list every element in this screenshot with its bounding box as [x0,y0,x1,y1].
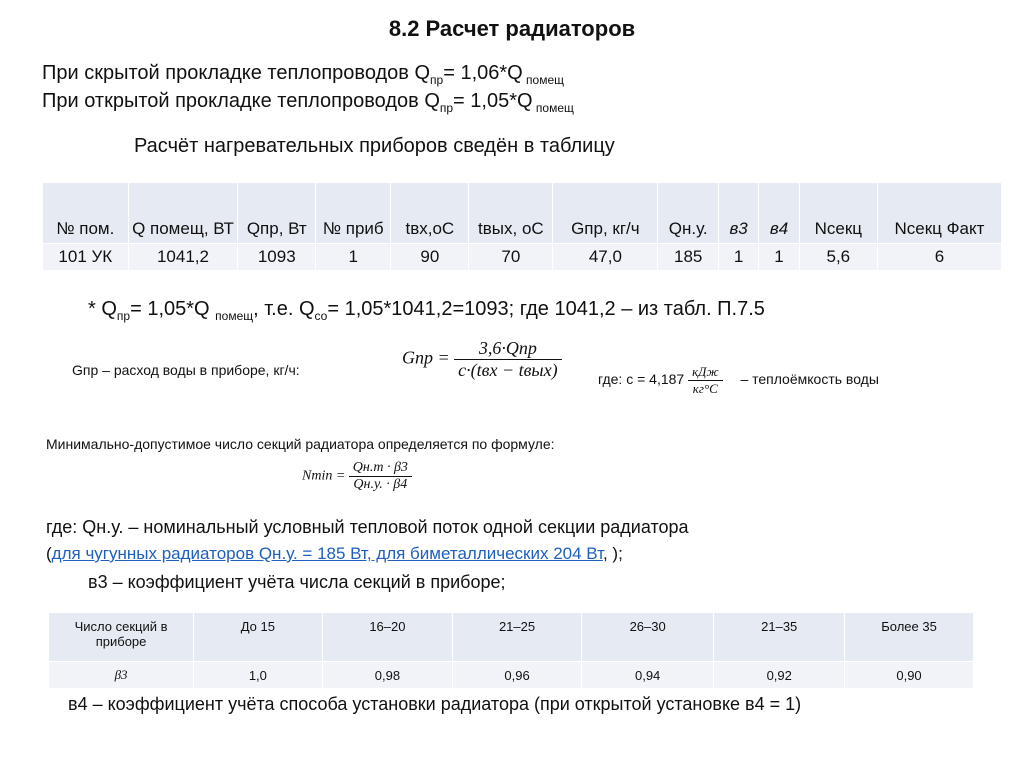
table2-cell: 0,96 [453,662,582,689]
table1-header-cell: tвх,оС [391,183,469,244]
table1-cell: 185 [658,244,718,271]
intro-line-1-sub: пр [430,73,444,87]
table2-cell: 0,90 [845,662,974,689]
gpr-formula-fraction [454,338,561,381]
gpr-formula-numerator: 3,6·Qпр [454,338,561,360]
note-sub-2: помещ [215,309,254,323]
table1-header-cell: Qпр, Вт [238,183,316,244]
table1-header-cell: tвых, оС [469,183,553,244]
table1-cell: 1093 [238,244,316,271]
table1-header-cell: Qн.у. [658,183,718,244]
where-line-2-open: ( [46,544,52,563]
radiator-info-link[interactable]: для чугунных радиаторов Qн.у. = 185 Вт, для биметаллических 204 Вт [51,544,603,563]
nmin-formula-numerator: Qн.т · β3 [349,460,412,477]
note-text-a: * Q [88,298,117,320]
table2-cell: 0,94 [581,662,714,689]
table2-header-cell: До 15 [194,613,322,662]
intro-line-2-text-b: = 1,05*Q [453,90,533,112]
intro-line-3: Расчёт нагревательных приборов сведён в таблицу [134,135,615,157]
table2-cell: 0,92 [714,662,845,689]
intro-line-2 [42,90,574,115]
footer-line: в4 – коэффициент учёта способа установки радиатора (при открытой установке в4 = 1) [68,694,802,714]
table-row [49,662,974,689]
where-line-2-close: , ); [602,544,623,563]
table1-cell: 1 [316,244,391,271]
table1-header-cell: в3 [718,183,758,244]
page-title: 8.2 Расчет радиаторов [388,16,636,41]
gpr-label: Gпр – расход воды в приборе, кг/ч: [72,362,300,378]
where-line-3: в3 – коэффициент учёта числа секций в приборе; [88,572,506,592]
table1-header-cell: № пом. [43,183,129,244]
note-sub-1: пр [116,309,131,323]
nmin-formula-fraction [349,460,412,493]
gpr-formula [402,338,562,381]
note-text-b: = 1,05*Q [130,298,216,320]
table1-cell: 1041,2 [128,244,238,271]
intro-line-1-text: При скрытой прокладке теплопроводов Q [42,62,431,84]
table1-header-cell: Nсекц Факт [877,183,1001,244]
nmin-formula-denominator: Qн.у. · β4 [353,477,408,492]
table1-cell: 5,6 [799,244,877,271]
table1-cell: 70 [469,244,553,271]
intro-line-1 [42,62,564,87]
gpr-unit-den: кг°С [692,381,718,396]
table2-header-cell: 26–30 [581,613,714,662]
table2-header-cell: Число секций в приборе [49,613,194,662]
table2-cell: 1,0 [194,662,322,689]
table2-header-cell: 16–20 [322,613,453,662]
table2-cell: 0,98 [322,662,453,689]
gpr-desc: – теплоёмкость воды [740,371,879,388]
table1-cell: 1 [759,244,799,271]
table1-cell: 47,0 [553,244,658,271]
table2-header-cell: Более 35 [845,613,974,662]
radiator-calc-table [42,182,1002,271]
intro-line-2-sub: пр [439,101,454,115]
nmin-formula-lhs: Nmin = [302,468,346,484]
table1-header-row [43,183,1002,244]
table1-cell: 1 [718,244,758,271]
gpr-formula-lhs: Gпр = [402,347,450,368]
table1-cell: 6 [877,244,1001,271]
beta3-table [48,612,974,689]
nmin-formula [302,460,412,493]
table2-cell: β3 [49,662,194,689]
gpr-where [598,364,879,397]
note-sub-3: со [314,309,328,323]
gpr-unit-num: кДж [688,364,722,381]
note-line [88,298,765,323]
table1-header-cell: Nсекц [799,183,877,244]
table1-header-cell: № приб [316,183,391,244]
intro-line-1-text-b: = 1,06*Q [443,62,523,84]
table1-cell: 101 УК [43,244,129,271]
table2-header-cell: 21–35 [714,613,845,662]
gpr-formula-denominator: c·(tвх − tвых) [458,360,558,380]
note-text-c: , т.е. Q [253,298,315,320]
gpr-unit-fraction [688,364,722,397]
note-text-d: = 1,05*1041,2=1093; где 1041,2 – из табл. П.7.5 [327,298,765,320]
gpr-where-text: где: c = 4,187 [598,371,685,388]
intro-line-2-text: При открытой прокладке теплопроводов Q [42,90,440,112]
where-line-1: где: Qн.у. – номинальный условный тепловой поток одной секции радиатора [46,517,689,537]
table1-header-cell: Q помещ, ВТ [128,183,238,244]
intro-line-2-sub2: помещ [532,101,574,115]
table-row [43,244,1002,271]
table1-cell: 90 [391,244,469,271]
where-line-2 [46,544,623,564]
table2-header-cell: 21–25 [453,613,582,662]
nmin-label: Минимально-допустимое число секций радиатора определяется по формуле: [46,436,555,452]
table1-header-cell: в4 [759,183,799,244]
table2-header-row [49,613,974,662]
intro-line-1-sub2: помещ [522,73,565,87]
table1-header-cell: Gпр, кг/ч [553,183,658,244]
